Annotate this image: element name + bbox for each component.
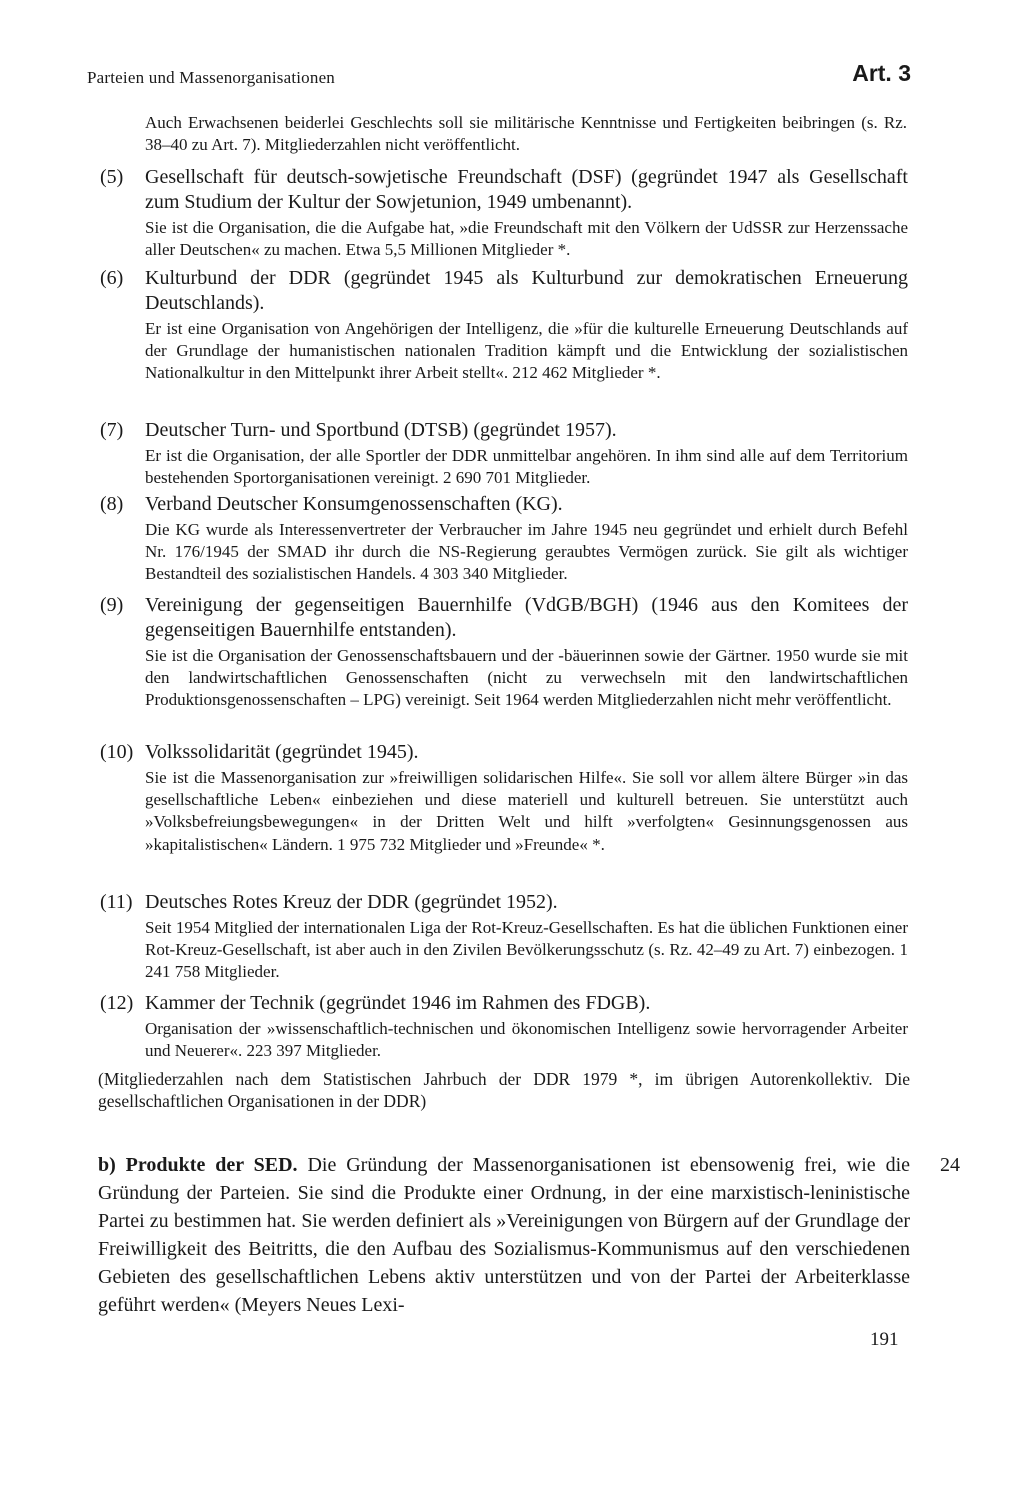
entry-heading: Deutscher Turn- und Sportbund (DTSB) (gegründet 1957). xyxy=(145,419,617,441)
entry-body: Er ist eine Organisation von Angehörigen der Intelligenz, die »für die kulturelle Erneuerung Deutschlands auf der Grundlage der humanistischen nationalen Tradition kämpft und die Entwicklung der sozialistischen Nationalkultur in den Mittelpunkt ihrer Arbeit stellt«. 212 462 Mitglieder *. xyxy=(145,319,908,383)
list-item xyxy=(100,165,908,261)
entry-body: Sie ist die Massenorganisation zur »freiwilligen solidarischen Hilfe«. Sie soll vor allem ältere Bürger »in das gesellschaftliche Leben« einbeziehen und diese materiell und kulturell betreuen. Sie unterstützt auch »Volksbefreiungsbewegungen« in der Dritten Welt und hilft »verfolgten« Gesinnungsgenossen aus »kapitalistischen« Ländern. 1 975 732 Mitglieder und »Freunde« *. xyxy=(145,768,908,854)
page-number: 191 xyxy=(870,1329,899,1350)
entry-number: (12) xyxy=(100,992,134,1014)
entry-heading: Vereinigung der gegenseitigen Bauernhilfe (VdGB/BGH) (1946 aus den Komitees der gegenseitigen Bauernhilfe entstanden). xyxy=(145,594,908,641)
margin-number: 24 xyxy=(940,1154,960,1176)
list-item xyxy=(100,890,908,984)
entry-heading: Kulturbund der DDR (gegründet 1945 als Kulturbund zur demokratischen Erneuerung Deutschlands). xyxy=(145,267,908,314)
list-item xyxy=(100,418,908,489)
section-text: Die Gründung der Massenorganisationen ist ebensowenig frei, wie die Gründung der Parteien. Sie sind die Produkte einer Ordnung, in der eine marxistisch-leninistische Partei zu bestimmen hat. Sie werden definiert als »Vereinigungen von Bürgern auf der Grundlage der Freiwilligkeit des Beitritts, die den Aufbau des Sozialismus-Kommunismus auf den verschiedenen Gebieten des gesellschaftlichen Lebens aktiv unterstützen und von der Partei der Arbeiterklasse geführt werden« (Meyers Neues Lexi- xyxy=(98,1154,911,1316)
entry-number: (9) xyxy=(100,594,124,616)
entry-body: Er ist die Organisation, der alle Sportler der DDR unmittelbar angehören. In ihm sind alle auf dem Territorium bestehenden Sportorganisationen vereinigt. 2 690 701 Mitglieder. xyxy=(145,446,908,488)
entry-body: Sie ist die Organisation der Genossenschaftsbauern und der -bäuerinnen sowie der Gärtner. 1950 wurde sie mit den landwirtschaftlichen Genossenschaften (nicht zu verwechseln mit den landwirtschaftlichen Produktionsgenossenschaften – LPG) vereinigt. Seit 1964 werden Mitgliederzahlen nicht mehr veröffentlicht. xyxy=(145,646,908,710)
list-item xyxy=(100,492,908,586)
entry-body: Organisation der »wissenschaftlich-technischen und ökonomischen Intelligenz sowie hervorragender Arbeiter und Neuerer«. 223 397 Mitglieder. xyxy=(145,1019,908,1061)
entry-number: (8) xyxy=(100,493,124,515)
article-reference: Art. 3 xyxy=(852,60,911,86)
entry-heading: Volkssolidarität (gegründet 1945). xyxy=(145,741,419,763)
entry-body: Sie ist die Organisation, die die Aufgabe hat, »die Freundschaft mit den Völkern der UdSSR zur Herzenssache aller Deutschen« zu machen. Etwa 5,5 Millionen Mitglieder *. xyxy=(145,218,908,260)
entry-number: (7) xyxy=(100,419,124,441)
list-item xyxy=(100,266,908,385)
entry-number: (10) xyxy=(100,741,134,763)
section-b-paragraph xyxy=(98,1151,910,1319)
list-item xyxy=(100,593,908,712)
intro-paragraph: Auch Erwachsenen beiderlei Geschlechts soll sie militärische Kenntnisse und Fertigkeiten beibringen (s. Rz. 38–40 zu Art. 7). Mitgliederzahlen nicht veröffentlicht. xyxy=(145,113,907,154)
running-head: Parteien und Massenorganisationen xyxy=(87,68,336,87)
entry-body: Seit 1954 Mitglied der internationalen Liga der Rot-Kreuz-Gesellschaften. Es hat die üblichen Funktionen einer Rot-Kreuz-Gesellschaft, ist aber auch in den Zivilen Bevölkerungsschutz (s. Rz. 42–49 zu Art. 7) einbezogen. 1 241 758 Mitglieder. xyxy=(145,918,908,982)
source-note: (Mitgliederzahlen nach dem Statistischen Jahrbuch der DDR 1979 *, im übrigen Autorenkollektiv. Die gesellschaftlichen Organisationen in der DDR) xyxy=(98,1069,910,1111)
list-item xyxy=(100,991,908,1062)
entry-heading: Gesellschaft für deutsch-sowjetische Freundschaft (DSF) (gegründet 1947 als Gesellschaft zum Studium der Kultur der Sowjetunion, 1949 umbenannt). xyxy=(145,166,908,213)
section-title: b) Produkte der SED. xyxy=(98,1154,298,1176)
entry-heading: Deutsches Rotes Kreuz der DDR (gegründet 1952). xyxy=(145,891,558,913)
entry-heading: Kammer der Technik (gegründet 1946 im Rahmen des FDGB). xyxy=(145,992,651,1014)
entry-heading: Verband Deutscher Konsumgenossenschaften (KG). xyxy=(145,493,563,515)
entry-number: (11) xyxy=(100,891,133,913)
entry-number: (5) xyxy=(100,166,124,188)
entry-body: Die KG wurde als Interessenvertreter der Verbraucher im Jahre 1945 neu gegründet und erhielt durch Befehl Nr. 176/1945 der SMAD ihr durch die NS-Regierung geraubtes Vermögen zurück. Sie gilt als wichtiger Bestandteil des sozialistischen Handels. 4 303 340 Mitglieder. xyxy=(145,520,908,584)
list-item xyxy=(100,740,908,856)
entry-number: (6) xyxy=(100,267,124,289)
